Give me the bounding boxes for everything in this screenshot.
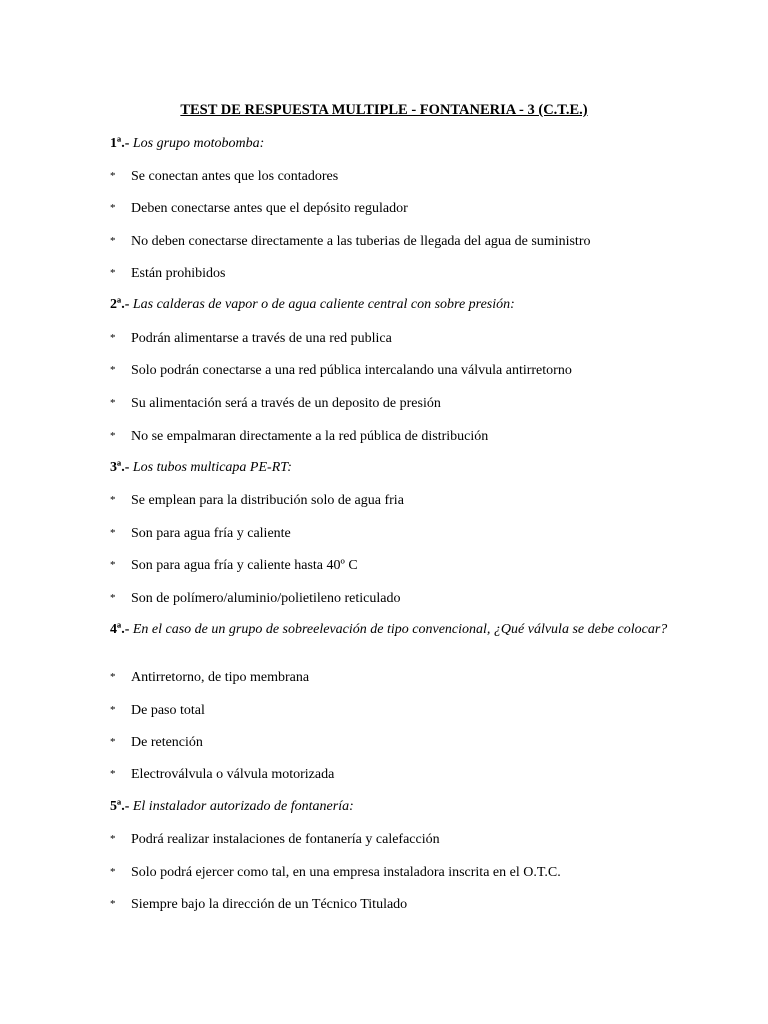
question-text: En el caso de un grupo de sobreelevación de tipo convencional, ¿Qué válvula se debe colocar?: [132, 622, 668, 637]
option-2d: [110, 428, 670, 445]
question-number: 2ª.-: [110, 297, 130, 312]
option-text: Podrá realizar instalaciones de fontanería y calefacción: [131, 832, 440, 847]
option-2a: [110, 330, 670, 347]
option-text: No deben conectarse directamente a las tuberias de llegada del agua de suministro: [131, 234, 591, 249]
option-3d: [110, 590, 670, 607]
bullet-icon: *: [110, 592, 116, 604]
option-3a: [110, 492, 670, 509]
question-text: Los tubos multicapa PE-RT:: [132, 460, 292, 475]
option-4c: [110, 734, 670, 751]
option-text: Electroválvula o válvula motorizada: [131, 767, 335, 782]
option-text: Su alimentación será a través de un deposito de presión: [131, 396, 441, 411]
bullet-icon: *: [110, 364, 116, 376]
option-text: Antirretorno, de tipo membrana: [131, 670, 310, 685]
question-1: [110, 136, 670, 152]
bullet-icon: *: [110, 768, 116, 780]
question-text: El instalador autorizado de fontanería:: [132, 799, 354, 814]
bullet-icon: *: [110, 202, 116, 214]
option-text: Solo podrán conectarse a una red pública intercalando una válvula antirretorno: [131, 363, 572, 378]
bullet-icon: *: [110, 397, 116, 409]
option-5a: [110, 831, 670, 848]
question-5: [110, 799, 670, 815]
option-4d: [110, 766, 670, 783]
option-4a: [110, 669, 670, 686]
bullet-icon: *: [110, 833, 116, 845]
bullet-icon: *: [110, 704, 116, 716]
bullet-icon: *: [110, 332, 116, 344]
bullet-icon: *: [110, 267, 116, 279]
bullet-icon: *: [110, 671, 116, 683]
option-text: No se empalmaran directamente a la red pública de distribución: [131, 429, 489, 444]
question-text: Los grupo motobomba:: [132, 136, 265, 151]
question-3: [110, 460, 670, 476]
option-text: Son para agua fría y caliente hasta 40º C: [131, 558, 358, 573]
option-1c: [110, 233, 670, 250]
option-5c: [110, 896, 670, 913]
option-1b: [110, 200, 670, 217]
bullet-icon: *: [110, 736, 116, 748]
option-3b: [110, 525, 670, 542]
option-text: Son para agua fría y caliente: [131, 526, 291, 541]
option-1a: [110, 168, 670, 185]
document-title: TEST DE RESPUESTA MULTIPLE - FONTANERIA - 3 (C.T.E.): [180, 102, 588, 118]
bullet-icon: *: [110, 430, 116, 442]
option-text: Son de polímero/aluminio/polietileno reticulado: [131, 591, 401, 606]
bullet-icon: *: [110, 170, 116, 182]
question-number: 4ª.-: [110, 622, 130, 637]
option-2b: [110, 362, 670, 379]
option-1d: [110, 265, 670, 282]
question-4: [110, 622, 670, 638]
bullet-icon: *: [110, 559, 116, 571]
option-3c: [110, 557, 670, 574]
option-2c: [110, 395, 670, 412]
option-5b: [110, 864, 670, 881]
bullet-icon: *: [110, 527, 116, 539]
question-2: [110, 297, 670, 313]
bullet-icon: *: [110, 866, 116, 878]
option-text: Se conectan antes que los contadores: [131, 169, 339, 184]
option-text: De paso total: [131, 703, 205, 718]
bullet-icon: *: [110, 235, 116, 247]
option-text: Se emplean para la distribución solo de agua fria: [131, 493, 404, 508]
bullet-icon: *: [110, 898, 116, 910]
option-text: Siempre bajo la dirección de un Técnico Titulado: [131, 897, 408, 912]
option-text: Deben conectarse antes que el depósito regulador: [131, 201, 408, 216]
option-text: Solo podrá ejercer como tal, en una empresa instaladora inscrita en el O.T.C.: [131, 865, 561, 880]
question-number: 1ª.-: [110, 136, 130, 151]
option-4b: [110, 702, 670, 719]
bullet-icon: *: [110, 494, 116, 506]
option-text: De retención: [131, 735, 203, 750]
question-number: 3ª.-: [110, 460, 130, 475]
question-text: Las calderas de vapor o de agua caliente central con sobre presión:: [132, 297, 515, 312]
option-text: Podrán alimentarse a través de una red publica: [131, 331, 392, 346]
option-text: Están prohibidos: [131, 266, 226, 281]
question-number: 5ª.-: [110, 799, 130, 814]
